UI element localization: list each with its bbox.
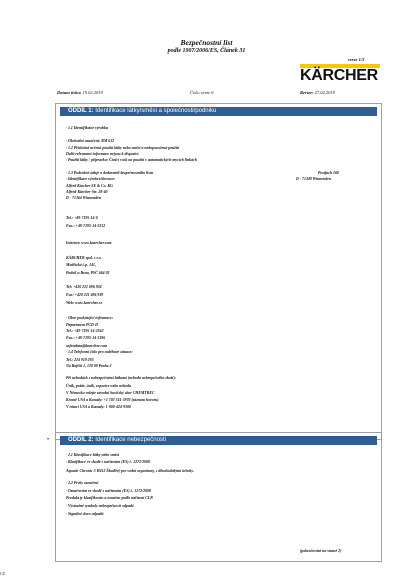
document-line: Podolí u Brna, PSČ 664 03 [66,271,110,275]
document-line: · 2.1 Klasifikace látky nebo směsi [66,453,120,457]
print-date-value: 19.02.2019 [82,90,103,95]
document-line: Další relevantní informace nejsou k dispozici. [66,152,140,156]
document-line: · Klasifikace ve shodě s nařízením (ES) č. 1272/2008 [66,460,150,464]
document-line: Fax: +420 221 696 939 [66,293,104,297]
print-date-label: Datum tisku: [57,90,82,95]
document-title: Bezpečnostní list [180,38,233,47]
document-line: · Obchodní označení: RM 612 [66,139,115,143]
document-line: Modřická č.p. 141, [66,263,96,267]
document-line: Únik, požár, únik, expozice nebo nehoda [66,384,132,388]
document-line: · 1.4 Telefonní číslo pro naléhavé situace: [66,350,133,354]
logo-tagline: verze 1/3 [348,57,365,62]
document-line: · Obor poskytující informace: [66,316,114,320]
revision-value: 27.02.2019 [314,90,335,95]
document-line: · Signální slovo odpadá [66,512,104,516]
document-line: Produkt je klasifikován a označen podle nařízení CLP. [66,496,154,500]
document-line: Tel.: 224 919 293 [66,358,94,362]
print-date [57,90,103,95]
document-line: · 1.3 Podrobné údaje o dodavateli bezpečnostního listu [66,171,154,175]
document-line: · Označování ve shodě s nařízením (ES) č. 1272/2008 [66,489,151,493]
document-line: Alfred-Kärcher-Str. 28-40 [66,190,108,194]
right-address-line: D - 71349 Winnenden [296,177,332,181]
document-line: Web: www.kaercher.cz [66,301,102,305]
document-line: Tel.: +49-7195-14-0 [66,216,98,220]
section-bullet: • [47,437,50,443]
document-line: · Výstražné symboly nebezpečnosti odpadá [66,504,134,508]
document-line: Department PCD-D [66,323,98,327]
document-line: · 1.1 Identifikátor výrobku [66,126,109,130]
document-line: Fax.: +49-7195-14-3196 [66,336,106,340]
document-line: V Německu volejte závodní hasičský sbor CHEMTREC [66,391,155,395]
document-line: Alfred Kärcher SE & Co. KG [66,184,113,188]
section-2-number: ODDÍL 2: [68,437,94,443]
section-1-number: ODDÍL 1: [68,108,94,114]
document-line: Internet: www.kaercher.com [66,241,112,245]
section-2-title: Identifikace nebezpečnosti [95,437,166,443]
document-line: V rámci USA a Kanady: 1-800-424-9300 [66,405,131,409]
page-code: CZ [0,571,6,576]
section-1-title: Identifikace látky/směsi a společnosti/podniku [95,108,217,114]
document-line: D - 71364 Winnenden [66,196,102,200]
document-line: Aquatic Chronic 3 H412 Škodlivý pro vodní organismy, s dlouhodobými účinky. [66,469,194,473]
continued-note: (pokračování na straně 2) [300,549,342,553]
revision-date [300,90,335,95]
document-line: · Identifikace výrobce/dovozce: [66,177,116,181]
right-address-line: Postfach 160 [318,171,339,175]
document-line: Tel: +420 221 696 934 [66,285,102,289]
version-label: Číslo verze 6 [190,90,214,95]
kaercher-logo: KÄRCHER [300,67,378,84]
document-line: safetydata@kaercher.com [66,344,108,348]
document-line: Na Bojišti 1, 128 08 Praha 2 [66,364,112,368]
section-2-header [60,436,377,445]
revision-label: Revize: [300,90,314,95]
document-line: · Použití látky / přípravku: Čisticí vosk na použití v automatických mycích linkách [66,158,197,162]
document-line: · 2.2 Prvky označení [66,481,99,485]
document-subtitle: podle 1907/2006/ES, Článek 31 [167,48,246,54]
document-line: KÄRCHER spol. s r.o. [66,256,102,260]
document-line: Kromě USA a Kanady: +1 703 741-5970 (záznam hovoru) [66,398,159,402]
document-line: Při nehodách s nebezpečnými látkami (nehoda nebezpečného zboží): [66,376,176,380]
document-line: · 1.2 Příslušná určená použití látky nebo směsi a nedoporučená použití [66,146,180,150]
document-line: Tel.: +49-7195-14-2562 [66,329,104,333]
document-line: Fax.: +49-7195-14-2212 [66,224,106,228]
section-1-header [60,107,377,116]
